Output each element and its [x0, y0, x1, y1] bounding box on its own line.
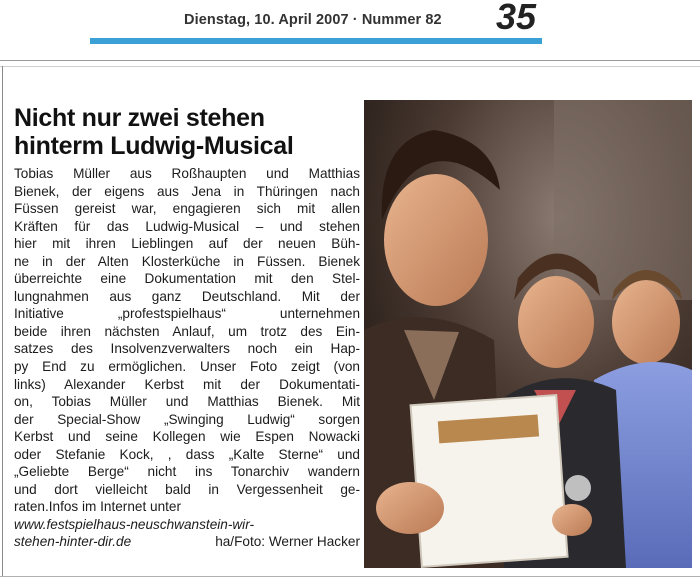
header-divider — [0, 60, 700, 61]
body-line: links) Alexander Kerbst mit der Dokumentati- — [14, 376, 360, 392]
header-divider-secondary — [0, 66, 700, 67]
body-line: py End zu ermöglichen. Unser Foto zeigt (von — [14, 359, 360, 375]
body-line: Füssen gereist war, engagieren sich mit allen — [14, 201, 360, 217]
body-line: Kerbst und seine Kollegen wie Espen Nowacki — [14, 429, 360, 445]
article-headline — [14, 104, 359, 160]
article-url-line[interactable]: www.festspielhaus-neuschwanstein-wir- — [14, 516, 255, 532]
bottom-divider — [0, 576, 700, 577]
body-line: Bienek, der eigens aus Jena in Thüringen nach — [14, 183, 360, 199]
body-line: Initiative „profestspielhaus“ unternehmen — [14, 306, 360, 322]
article-body — [14, 165, 360, 551]
header-accent-bar — [90, 38, 542, 44]
body-line: beide ihren nächsten Anlauf, um trotz des Ein- — [14, 323, 360, 339]
body-line: raten.Infos im Internet unter — [14, 499, 181, 515]
article-url-line[interactable]: stehen-hinter-dir.de — [14, 534, 132, 550]
article-photo — [364, 100, 692, 568]
photo-illustration — [364, 100, 692, 568]
page-number: 35 — [496, 0, 537, 37]
body-line: oder Stefanie Kock, , dass „Kalte Sterne“ und — [14, 446, 360, 462]
body-line: ne in der Alten Klosterküche in Füssen. Bienek — [14, 253, 360, 269]
body-line: überreichte eine Dokumentation mit den Stel- — [14, 271, 360, 287]
headline-line: Nicht nur zwei stehen — [14, 104, 265, 132]
body-line: lungnahmen aus ganz Deutschland. Mit der — [14, 288, 360, 304]
body-line: der Special-Show „Swinging Ludwig“ sorgen — [14, 411, 360, 427]
body-line: on, Tobias Müller und Matthias Bienek. Mit — [14, 394, 360, 410]
body-line: Kräften für das Ludwig-Musical – und stehen — [14, 218, 360, 234]
column-border — [2, 66, 3, 576]
body-line: Tobias Müller aus Roßhaupten und Matthias — [14, 166, 360, 181]
url-credit-row — [14, 533, 360, 551]
body-line: satzes des Insolvenzverwalters noch ein Hap- — [14, 341, 360, 357]
body-line: „Geliebte Berge“ nicht ins Tonarchiv wandern — [14, 464, 360, 480]
photo-credit: ha/Foto: Werner Hacker — [215, 534, 360, 550]
header-date-issue: Dienstag, 10. April 2007 · Nummer 82 — [184, 12, 442, 28]
body-line: und dort vielleicht bald in Vergessenheit ge- — [14, 481, 360, 497]
body-line: hier mit ihren Lieblingen auf der neuen Büh- — [14, 236, 360, 252]
headline-line: hinterm Ludwig-Musical — [14, 132, 294, 160]
